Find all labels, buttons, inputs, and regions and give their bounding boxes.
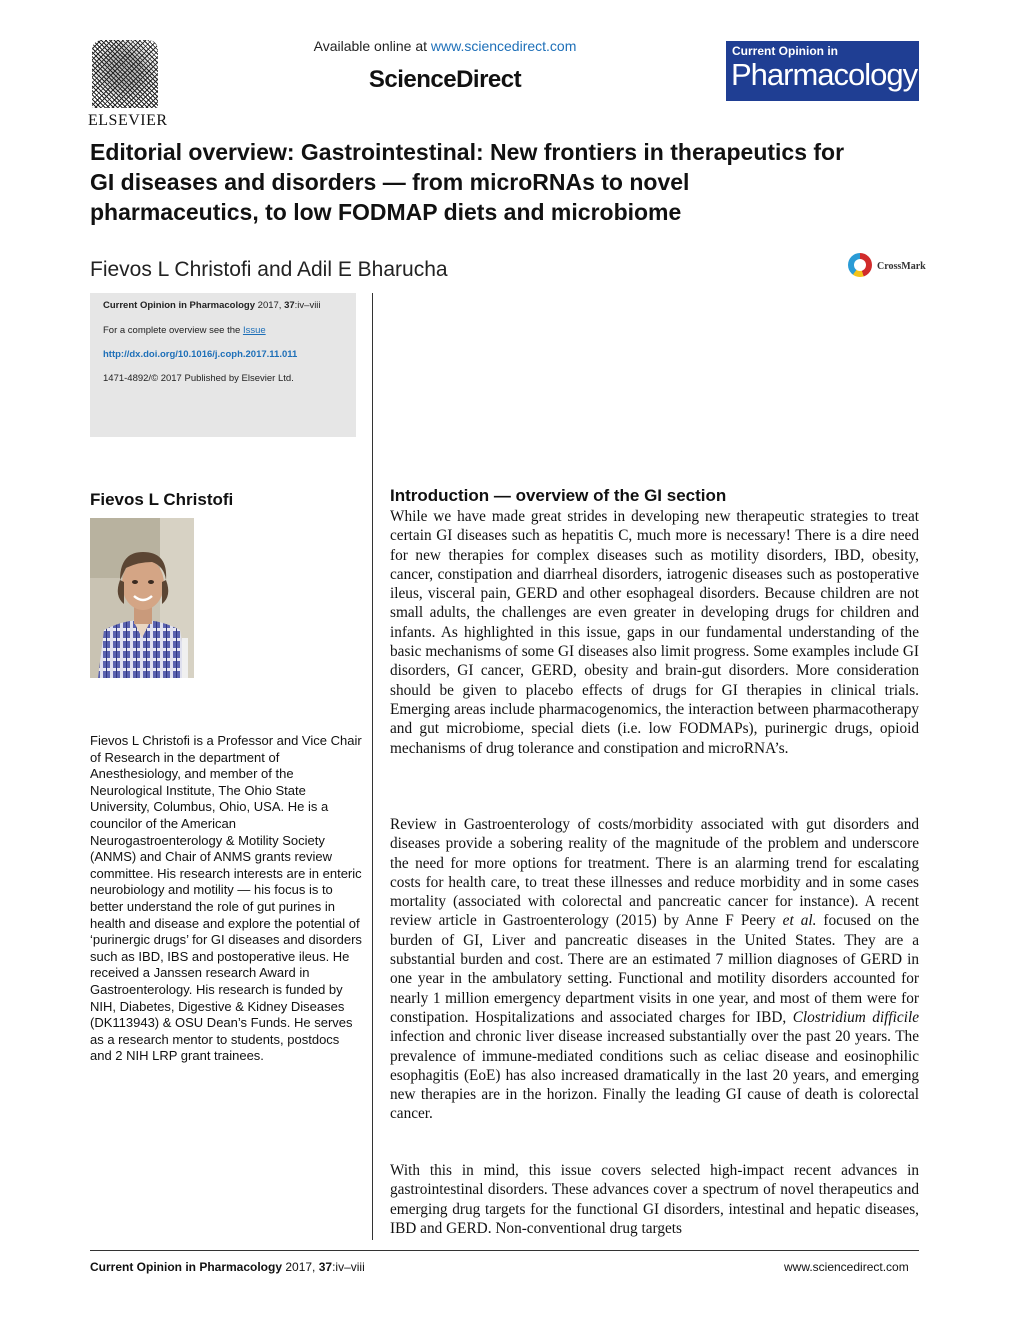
issue-link[interactable]: Issue [242, 325, 266, 336]
available-online-label: Available online at [313, 38, 431, 54]
footer-year: 2017, [282, 1260, 319, 1274]
author-photo [90, 518, 194, 678]
info-year: 2017, [255, 300, 285, 311]
author-photo-graphic [90, 518, 194, 678]
crossmark-label: CrossMark [877, 261, 926, 272]
journal-logo [726, 41, 919, 101]
footer-citation [90, 1260, 365, 1274]
publisher-name: ELSEVIER [88, 112, 168, 129]
section-heading: Introduction — overview of the GI section [390, 486, 727, 505]
footer-pages: :iv–viii [332, 1260, 365, 1274]
info-overview-label: For a complete overview see the [103, 325, 243, 336]
journal-logo-main: Pharmacology [731, 57, 918, 92]
info-citation [103, 300, 321, 311]
paragraph-2-part-b: focused on the burden of GI, Liver and pancreatic diseases in the United States. They are a substantial burden and cost. There are an estimated 7 million diagnoses of GERD in one year in the ambulatory setting. Functional and motility disorders accounted for nearly 1 million emergency department visits in one year, and most of them were for constipation. Hospitalizations and associated charges for IBD, [390, 912, 919, 1026]
paragraph-2 [390, 815, 919, 1124]
info-journal: Current Opinion in Pharmacology [103, 300, 256, 311]
info-copyright: 1471-4892/© 2017 Published by Elsevier Ltd. [103, 373, 294, 384]
paragraph-2-part-c: infection and chronic liver disease increased substantially over the past 20 years. The prevalence of immune-mediated conditions such as celiac disease and eosinophilic esophagitis (EoE) has also increased dramatically in the last 20 years, and emerging new therapies are in the horizon. Finally the leading GI cause of death is colorectal cancer. [390, 1028, 919, 1123]
sciencedirect-link[interactable]: www.sciencedirect.com [430, 38, 577, 54]
footer-rule [90, 1250, 919, 1251]
paragraph-3: With this in mind, this issue covers selected high-impact recent advances in gastrointestinal disorders. These advances cover a spectrum of novel therapeutics and emerging drug targets for the functional GI disorders, intestinal and hepatic diseases, IBD and GERD. Non-conventional drug targets [390, 1162, 919, 1237]
doi-link[interactable]: http://dx.doi.org/10.1016/j.coph.2017.11.011 [103, 349, 298, 360]
paragraph-1: While we have made great strides in developing new therapeutic strategies to treat certain GI diseases such as hepatitis C, much more is necessary! There is a dire need for new therapies for complex diseases such as motility disorders, IBD, obesity, cancer, constipation and diarrheal disorders, iatrogenic diseases such as postoperative ileus, visceral pain, GERD and other esophageal disorders. Because children are not small adults, the challenges are even greater in developing drugs for children and infants. As highlighted in this issue, gaps in our fundamental understanding of the basic mechanisms of some GI diseases also limit progress. Some examples include GI disorders, GI cancer, GERD, obesity and brain-gut disorders. More consideration should be given to placebo effects of drugs for GI therapies in clinical trials. Emerging areas include pharmacogenomics, the interaction between pharmacotherapy and gut microbiome, special diets (i.e. low FODMAPs), purinergic drugs, opioid mechanisms of drug tolerance and constipation and microRNA’s. [390, 508, 919, 757]
info-overview [103, 325, 266, 336]
info-pages: :iv–viii [294, 300, 321, 311]
journal-logo-top: Current Opinion in [732, 44, 838, 58]
article-info-box [90, 293, 356, 437]
species-name: Clostridium difficile [792, 1008, 920, 1026]
column-divider [372, 293, 373, 1240]
crossmark-badge[interactable] [848, 253, 928, 279]
info-volume: 37 [284, 300, 295, 311]
bio-text: Fievos L Christofi is a Professor and Vice Chair of Research in the department of Anesthesiology, and member of the Neurological Institute, The Ohio State University, Columbus, Ohio, USA. He is a councilor of the American Neurogastroenterology & Motility Society (ANMS) and Chair of ANMS grants review committee. His research interests are in enteric neurobiology and motility — his focus is to better understand the role of gut purines in health and disease and explore the potential of ‘purinergic drugs’ for GI diseases and disorders such as IBD, IBS and postoperative ileus. He received a Janssen research Award in Gastroenterology. His research is funded by NIH, Diabetes, Digestive & Kidney Diseases (DK113943) & OSU Dean’s Funds. He serves as a research mentor to students, postdocs and 2 NIH LRP grant trainees. [90, 733, 362, 1064]
article-authors: Fievos L Christofi and Adil E Bharucha [90, 258, 448, 281]
footer-journal: Current Opinion in Pharmacology [90, 1260, 283, 1274]
footer-url[interactable]: www.sciencedirect.com [784, 1260, 909, 1274]
crossmark-icon [848, 253, 872, 277]
sciencedirect-wordmark: ScienceDirect [368, 66, 522, 93]
paragraph-2-part-a: Review in Gastroenterology of costs/morbidity associated with gut disorders and diseases provide a sobering reality of the magnitude of the problem and underscore the need for more options for treatment. There is an alarming trend for escalating costs for health care, to treat these illnesses and reduce morbidity and in some cases mortality (associated with colorectal and pancreatic cancer for instance). A recent review article in Gastroenterology (2015) by Anne F Peery [390, 816, 919, 930]
article-title: Editorial overview: Gastrointestinal: New frontiers in therapeutics for GI diseases and disorders — from microRNAs to novel pharmaceutics, to low FODMAP diets and microbiome [90, 139, 845, 225]
et-al: et al. [782, 912, 817, 930]
footer-volume: 37 [318, 1260, 333, 1274]
bio-name: Fievos L Christofi [90, 490, 234, 509]
